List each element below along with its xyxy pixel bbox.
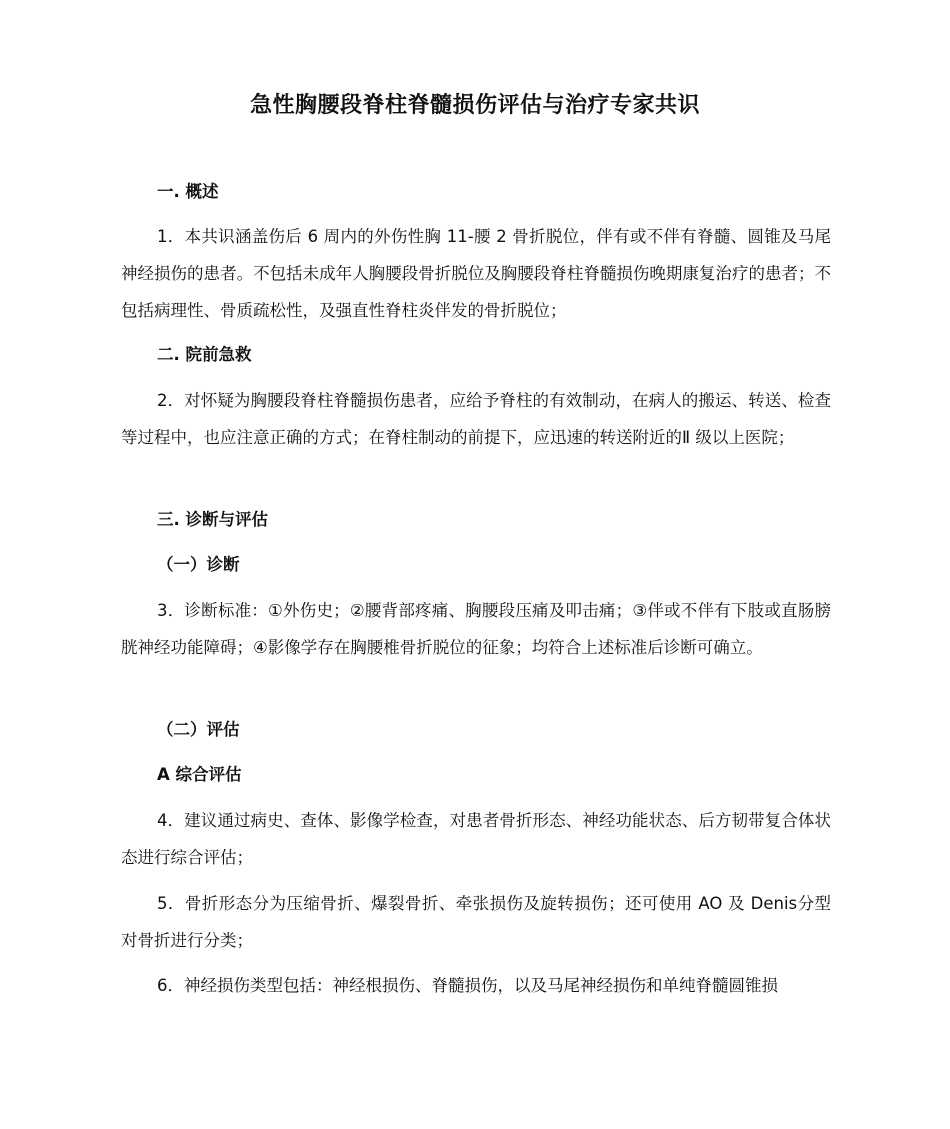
- paragraph-5: 5．骨折形态分为压缩骨折、爆裂骨折、牵张损伤及旋转损伤；还可使用 AO 及 Denis分型对骨折进行分类；: [121, 894, 831, 950]
- paragraph-2: 2．对怀疑为胸腰段脊柱脊髓损伤患者，应给予脊柱的有效制动，在病人的搬运、转送、检查等过程中，也应注意正确的方式；在脊柱制动的前提下，应迅速的转送附近的Ⅱ 级以上医院；: [121, 391, 831, 447]
- section-heading-prehospital: 二. 院前急救: [157, 345, 252, 364]
- subsection-heading-diagnosis: （一）诊断: [157, 555, 240, 574]
- section-heading-diagnosis-evaluation: 三. 诊断与评估: [157, 510, 269, 529]
- paragraph-4: 4．建议通过病史、查体、影像学检查，对患者骨折形态、神经功能状态、后方韧带复合体状态进行综合评估；: [121, 811, 831, 867]
- subsection-heading-evaluation: （二）评估: [157, 720, 240, 739]
- paragraph-3: 3．诊断标准：①外伤史；②腰背部疼痛、胸腰段压痛及叩击痛；③伴或不伴有下肢或直肠膀胱神经功能障碍；④影像学存在胸腰椎骨折脱位的征象；均符合上述标准后诊断可确立。: [121, 601, 831, 657]
- subsection-heading-comprehensive: A 综合评估: [157, 765, 242, 784]
- document-title: 急性胸腰段脊柱脊髓损伤评估与治疗专家共识: [249, 93, 700, 118]
- section-heading-overview: 一. 概述: [157, 182, 219, 201]
- paragraph-6: 6．神经损伤类型包括：神经根损伤、脊髓损伤，以及马尾神经损伤和单纯脊髓圆锥损: [157, 976, 778, 995]
- paragraph-1: 1．本共识涵盖伤后 6 周内的外伤性胸 11-腰 2 骨折脱位，伴有或不伴有脊髓、圆锥及马尾神经损伤的患者。不包括未成年人胸腰段骨折脱位及胸腰段脊柱脊髓损伤晚期康复治疗的患者；不包括病理性、骨质疏松性，及强直性脊柱炎伴发的骨折脱位；: [121, 227, 831, 320]
